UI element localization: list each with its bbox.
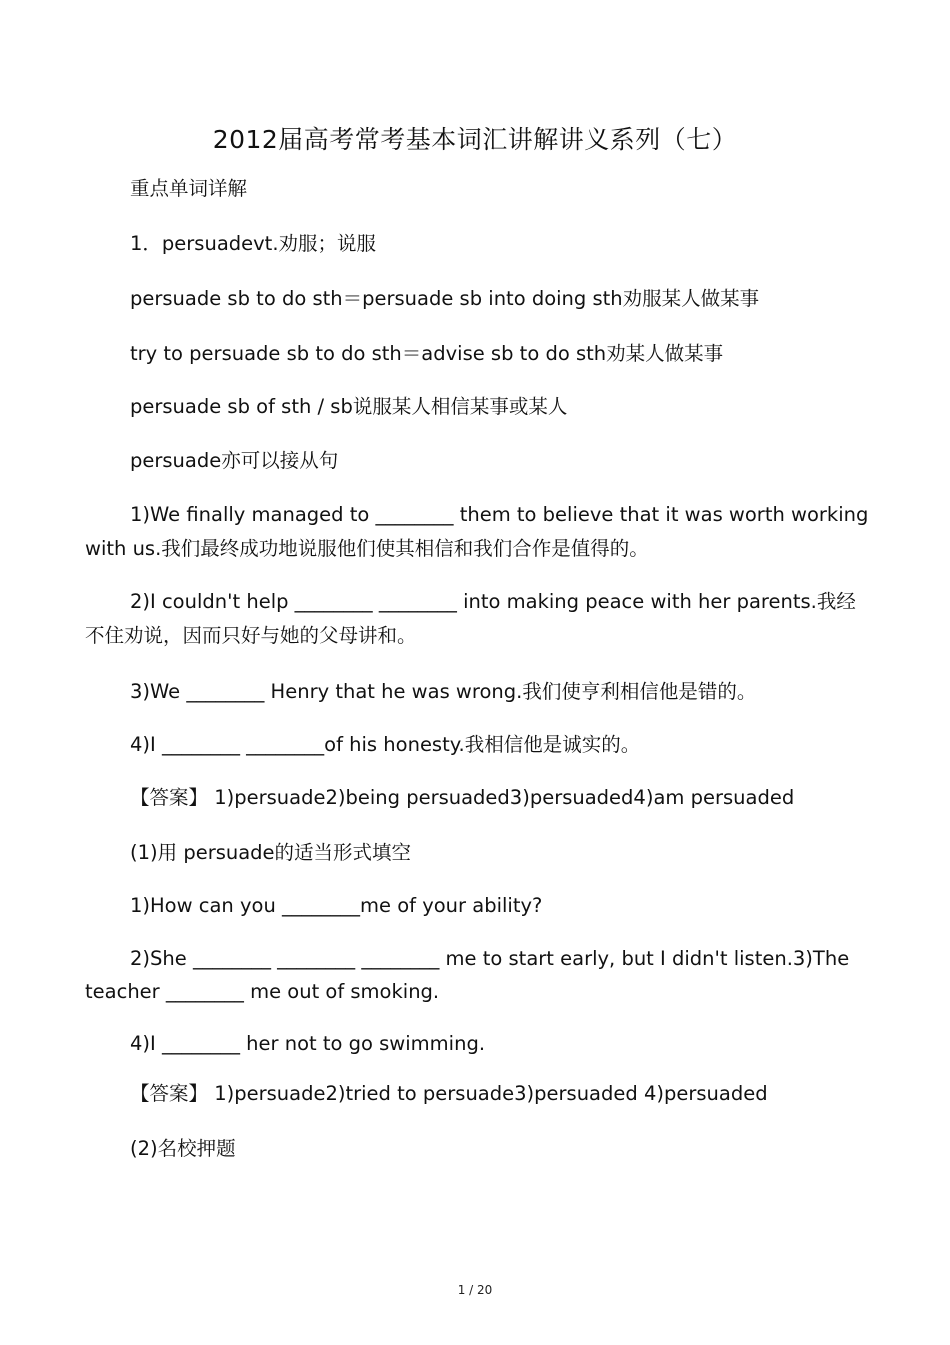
- document-title: 2012届高考常考基本词汇讲解讲义系列（七）: [212, 125, 738, 154]
- section-heading: 重点单词详解: [130, 177, 248, 200]
- exercise-question-continued: teacher ________ me out of smoking.: [85, 980, 440, 1003]
- exercise-question: 4)I ________ her not to go swimming.: [130, 1032, 486, 1055]
- exercise-heading: (2)名校押题: [130, 1137, 236, 1160]
- example-sentence: 1)We finally managed to ________ them to believe that it was worth working: [130, 503, 869, 526]
- answer-line: 【答案】 1)persuade2)being persuaded3)persuaded4)am persuaded: [130, 786, 795, 809]
- exercise-heading: (1)用 persuade的适当形式填空: [130, 841, 412, 864]
- answer-line: 【答案】 1)persuade2)tried to persuade3)persuaded 4)persuaded: [130, 1082, 768, 1105]
- usage-line: persuade sb of sth / sb说服某人相信某事或某人: [130, 395, 568, 418]
- example-sentence-continued: with us.我们最终成功地说服他们使其相信和我们合作是值得的。: [85, 537, 649, 560]
- example-sentence-continued: 不住劝说，因而只好与她的父母讲和。: [85, 624, 417, 647]
- usage-line: try to persuade sb to do sth＝advise sb to do sth劝某人做某事: [130, 342, 724, 365]
- exercise-question: 1)How can you ________me of your ability?: [130, 894, 543, 917]
- exercise-question: 2)She ________ ________ ________ me to start early, but I didn't listen.3)The: [130, 947, 850, 970]
- example-sentence: 4)I ________ ________of his honesty.我相信他是诚实的。: [130, 733, 641, 756]
- usage-line: persuade sb to do sth＝persuade sb into doing sth劝服某人做某事: [130, 287, 760, 310]
- example-sentence: 3)We ________ Henry that he was wrong.我们使亨利相信他是错的。: [130, 680, 757, 703]
- example-sentence: 2)I couldn't help ________ ________ into making peace with her parents.我经: [130, 590, 856, 613]
- entry-headword: 1．persuadevt.劝服；说服: [130, 232, 377, 255]
- usage-line: persuade亦可以接从句: [130, 449, 339, 472]
- page-number: 1 / 20: [457, 1283, 493, 1297]
